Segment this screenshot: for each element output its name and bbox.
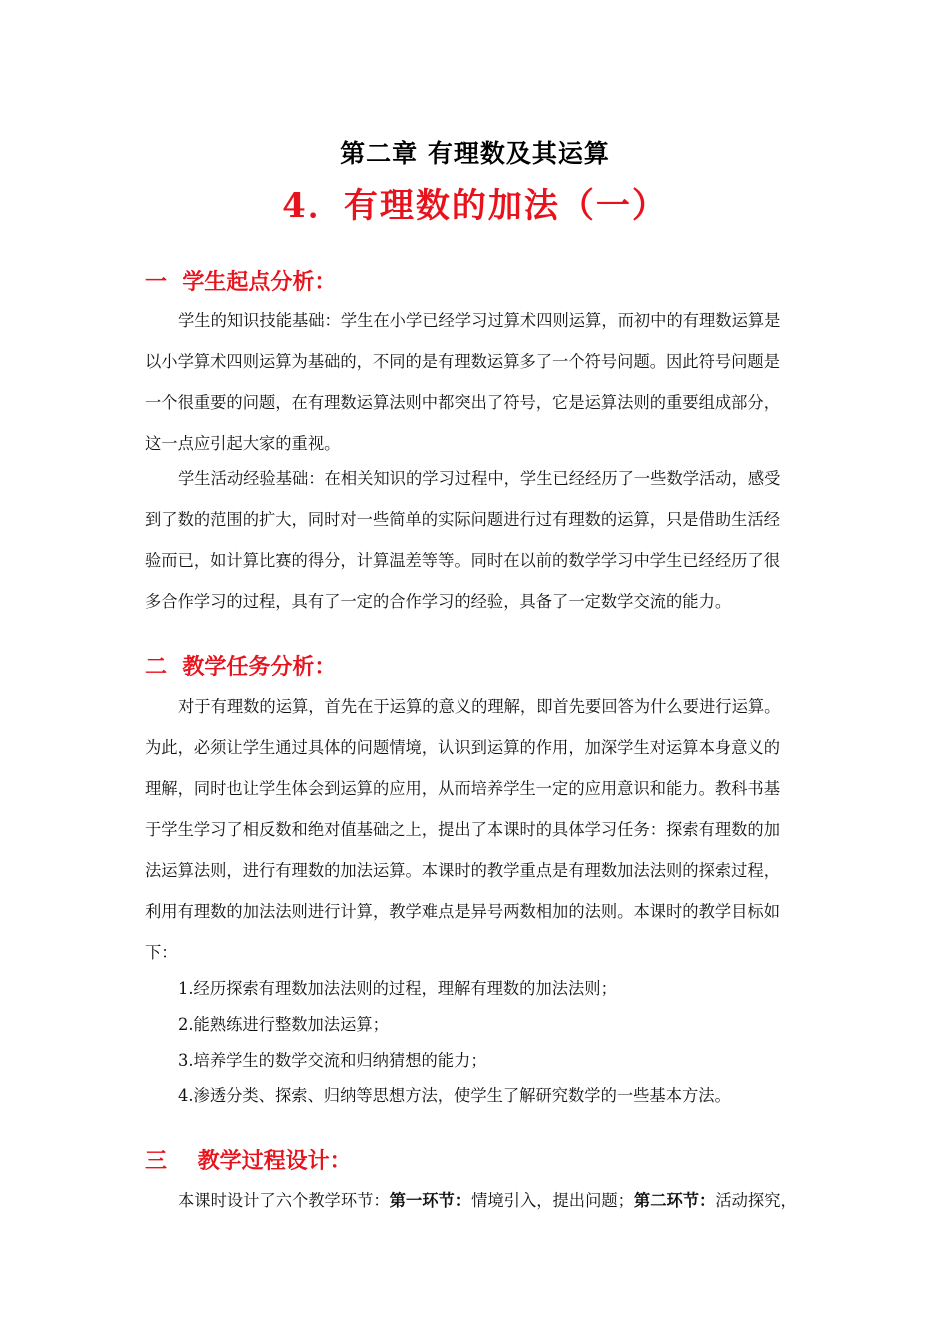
step-text: 情境引入，提出问题；	[471, 1191, 634, 1210]
line-text: 对于有理数的运算，首先在于运算的意义的理解，即首先要回答为什么要进行运算。	[178, 697, 781, 716]
text-line	[145, 581, 813, 622]
text-line	[145, 458, 813, 499]
text-line	[145, 540, 813, 581]
section-title: 教学过程设计：	[197, 1149, 352, 1174]
list-item: 4.渗透分类、探索、归纳等思想方法，使学生了解研究数学的一些基本方法。	[178, 1086, 731, 1105]
text-line	[145, 1180, 825, 1221]
line-text: 一个很重要的问题，在有理数运算法则中都突出了符号，它是运算法则的重要组成部分，	[145, 393, 780, 412]
paragraph-activity-base	[145, 458, 813, 622]
section-heading-1	[145, 265, 336, 296]
step-label: 第二环节：	[633, 1191, 716, 1210]
paragraph-task-analysis	[145, 686, 813, 973]
line-text: 到了数的范围的扩大，同时对一些简单的实际问题进行过有理数的运算，只是借助生活经	[145, 510, 780, 529]
text-line	[145, 727, 813, 768]
lesson-title: 4．有理数的加法（一）	[282, 186, 668, 226]
line-text: 利用有理数的加法法则进行计算，教学难点是异号两数相加的法则。本课时的教学目标如	[145, 902, 780, 921]
line-text: 多合作学习的过程，具有了一定的合作学习的经验，具备了一定数学交流的能力。	[145, 592, 732, 611]
line-text: 于学生学习了相反数和绝对值基础之上，提出了本课时的具体学习任务：探索有理数的加	[145, 820, 780, 839]
section-heading-3	[145, 1144, 352, 1175]
section-number: 一	[145, 270, 168, 295]
line-text: 学生活动经验基础：在相关知识的学习过程中，学生已经经历了一些数学活动，感受	[178, 469, 781, 488]
paragraph-knowledge-base	[145, 300, 813, 464]
line-text: 本课时设计了六个教学环节：	[178, 1191, 390, 1210]
list-item: 1.经历探索有理数加法法则的过程，理解有理数的加法法则；	[178, 979, 617, 998]
line-text: 理解，同时也让学生体会到运算的应用，从而培养学生一定的应用意识和能力。教科书基	[145, 779, 780, 798]
section-title: 学生起点分析：	[182, 270, 337, 295]
list-item: 2.能熟练进行整数加法运算；	[178, 1015, 389, 1034]
section-number: 二	[145, 655, 168, 680]
line-text: 验而已，如计算比赛的得分，计算温差等等。同时在以前的数学学习中学生已经经历了很	[145, 551, 780, 570]
step-label: 第一环节：	[389, 1191, 472, 1210]
text-line	[145, 686, 813, 727]
line-text: 为此，必须让学生通过具体的问题情境，认识到运算的作用，加深学生对运算本身意义的	[145, 738, 780, 757]
text-line	[145, 499, 813, 540]
line-text: 以小学算术四则运算为基础的，不同的是有理数运算多了一个符号问题。因此符号问题是	[145, 352, 780, 371]
text-line	[145, 809, 813, 850]
text-line	[145, 891, 813, 932]
line-text: 这一点应引起大家的重视。	[145, 434, 341, 453]
text-line	[145, 850, 813, 891]
section-heading-2	[145, 650, 336, 681]
text-line	[145, 341, 813, 382]
line-text: 下：	[145, 943, 178, 962]
line-text: 法运算法则，进行有理数的加法运算。本课时的教学重点是有理数加法法则的探索过程，	[145, 861, 780, 880]
section-title: 教学任务分析：	[182, 655, 337, 680]
paragraph-process-intro	[145, 1180, 825, 1221]
text-line	[145, 300, 813, 341]
list-item: 3.培养学生的数学交流和归纳猜想的能力；	[178, 1051, 487, 1070]
chapter-title: 第二章 有理数及其运算	[340, 139, 610, 168]
text-line	[145, 932, 813, 973]
step-text: 活动探究，	[715, 1191, 797, 1210]
line-text: 学生的知识技能基础：学生在小学已经学习过算术四则运算，而初中的有理数运算是	[178, 311, 781, 330]
text-line	[145, 382, 813, 423]
section-number: 三	[145, 1149, 168, 1174]
text-line	[145, 768, 813, 809]
